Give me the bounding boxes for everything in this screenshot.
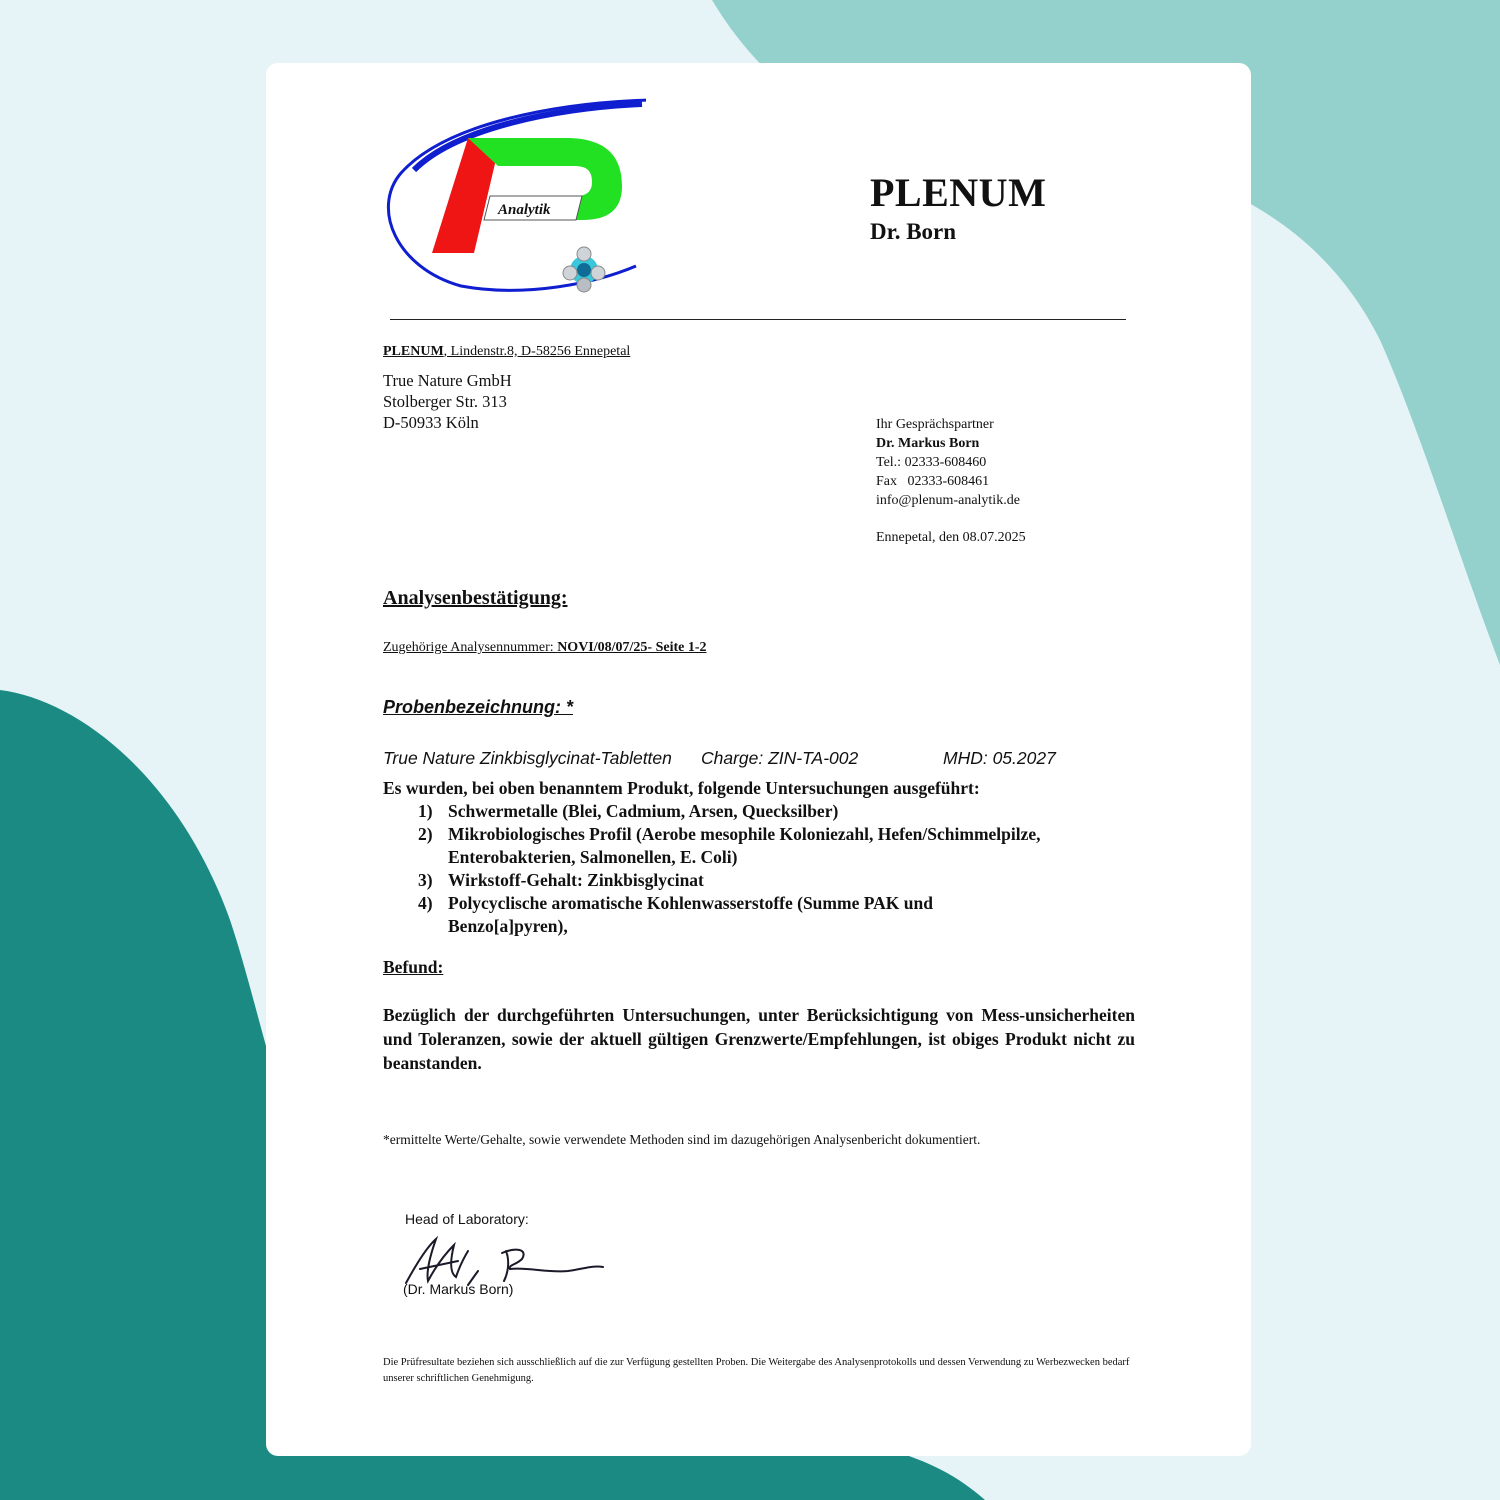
recipient-street: Stolberger Str. 313 (383, 392, 507, 411)
sender-name: PLENUM (383, 344, 444, 359)
recipient-address (383, 370, 512, 433)
list-item-number: 3) (418, 870, 433, 890)
sample-charge: Charge: ZIN-TA-002 (701, 748, 859, 768)
footnote: *ermittelte Werte/Gehalte, sowie verwendete Methoden sind im dazugehörigen Analysenbericht dokumentiert. (383, 1132, 981, 1147)
company-title: PLENUM (870, 170, 1047, 215)
sender-address: , Lindenstr.8, D-58256 Ennepetal (443, 344, 631, 359)
list-item-number: 2) (418, 824, 433, 844)
company-subtitle: Dr. Born (870, 219, 957, 244)
recipient-city: D-50933 Köln (383, 413, 479, 432)
plenum-analytik-logo (386, 98, 646, 303)
contact-name: Dr. Markus Born (876, 436, 980, 451)
analysis-certificate (266, 63, 1251, 1456)
recipient-company: True Nature GmbH (383, 371, 512, 390)
contact-label: Ihr Gesprächspartner (876, 417, 994, 432)
signature-role: Head of Laboratory: (405, 1211, 529, 1227)
sample-mhd: MHD: 05.2027 (943, 748, 1056, 768)
finding-text: Bezüglich der durchgeführten Untersuchungen, unter Berücksichtigung von Mess-unsicherheiten und Toleranzen, sowie der aktuell gültigen Grenzwerte/Empfehlungen, ist obiges Produkt nicht zu beanstanden. (383, 1005, 1135, 1073)
header-divider (390, 319, 1126, 320)
finding-heading: Befund: (383, 957, 444, 977)
tests-intro: Es wurden, bei oben benanntem Produkt, folgende Untersuchungen ausgeführt: (383, 778, 980, 798)
sender-address-line (383, 344, 630, 360)
list-item (418, 869, 1158, 892)
disclaimer: Die Prüfresultate beziehen sich ausschließlich auf die zur Verfügung gestellten Proben. Die Weitergabe des Analysenprotokolls und dessen Verwendung zu Werbezwecken bedarf unserer schriftlichen Genehmigung. (383, 1357, 1130, 1384)
sample-product: True Nature Zinkbisglycinat-Tabletten (383, 748, 672, 768)
list-item-text: Wirkstoff-Gehalt: Zinkbisglycinat (448, 870, 704, 890)
contact-email: info@plenum-analytik.de (876, 493, 1020, 508)
list-item-text: Schwermetalle (Blei, Cadmium, Arsen, Quecksilber) (448, 801, 839, 821)
document-date: Ennepetal, den 08.07.2025 (876, 530, 1026, 545)
contact-fax: Fax 02333-608461 (876, 474, 990, 489)
sample-heading: Probenbezeichnung: * (383, 697, 574, 717)
svg-text:Analytik: Analytik (498, 202, 551, 218)
tests-list (418, 800, 1158, 938)
list-item (418, 800, 1158, 823)
list-item-text: Mikrobiologisches Profil (Aerobe mesophile Koloniezahl, Hefen/Schimmelpilze, Enterobakterien, Salmonellen, E. Coli) (448, 824, 1041, 867)
list-item (418, 892, 1158, 938)
signature-name: (Dr. Markus Born) (403, 1281, 514, 1297)
reference-label: Zugehörige Analysennummer: (383, 640, 558, 655)
contact-block (876, 415, 1020, 510)
contact-phone: Tel.: 02333-608460 (876, 455, 987, 470)
analysis-reference (383, 640, 707, 656)
list-item-number: 4) (418, 893, 433, 913)
confirmation-heading: Analysenbestätigung: (383, 587, 568, 609)
reference-number: NOVI/08/07/25- Seite 1-2 (557, 640, 707, 655)
list-item (418, 823, 1158, 869)
list-item-text: Polycyclische aromatische Kohlenwasserstoffe (Summe PAK und Benzo[a]pyren), (448, 893, 933, 936)
list-item-number: 1) (418, 801, 433, 821)
